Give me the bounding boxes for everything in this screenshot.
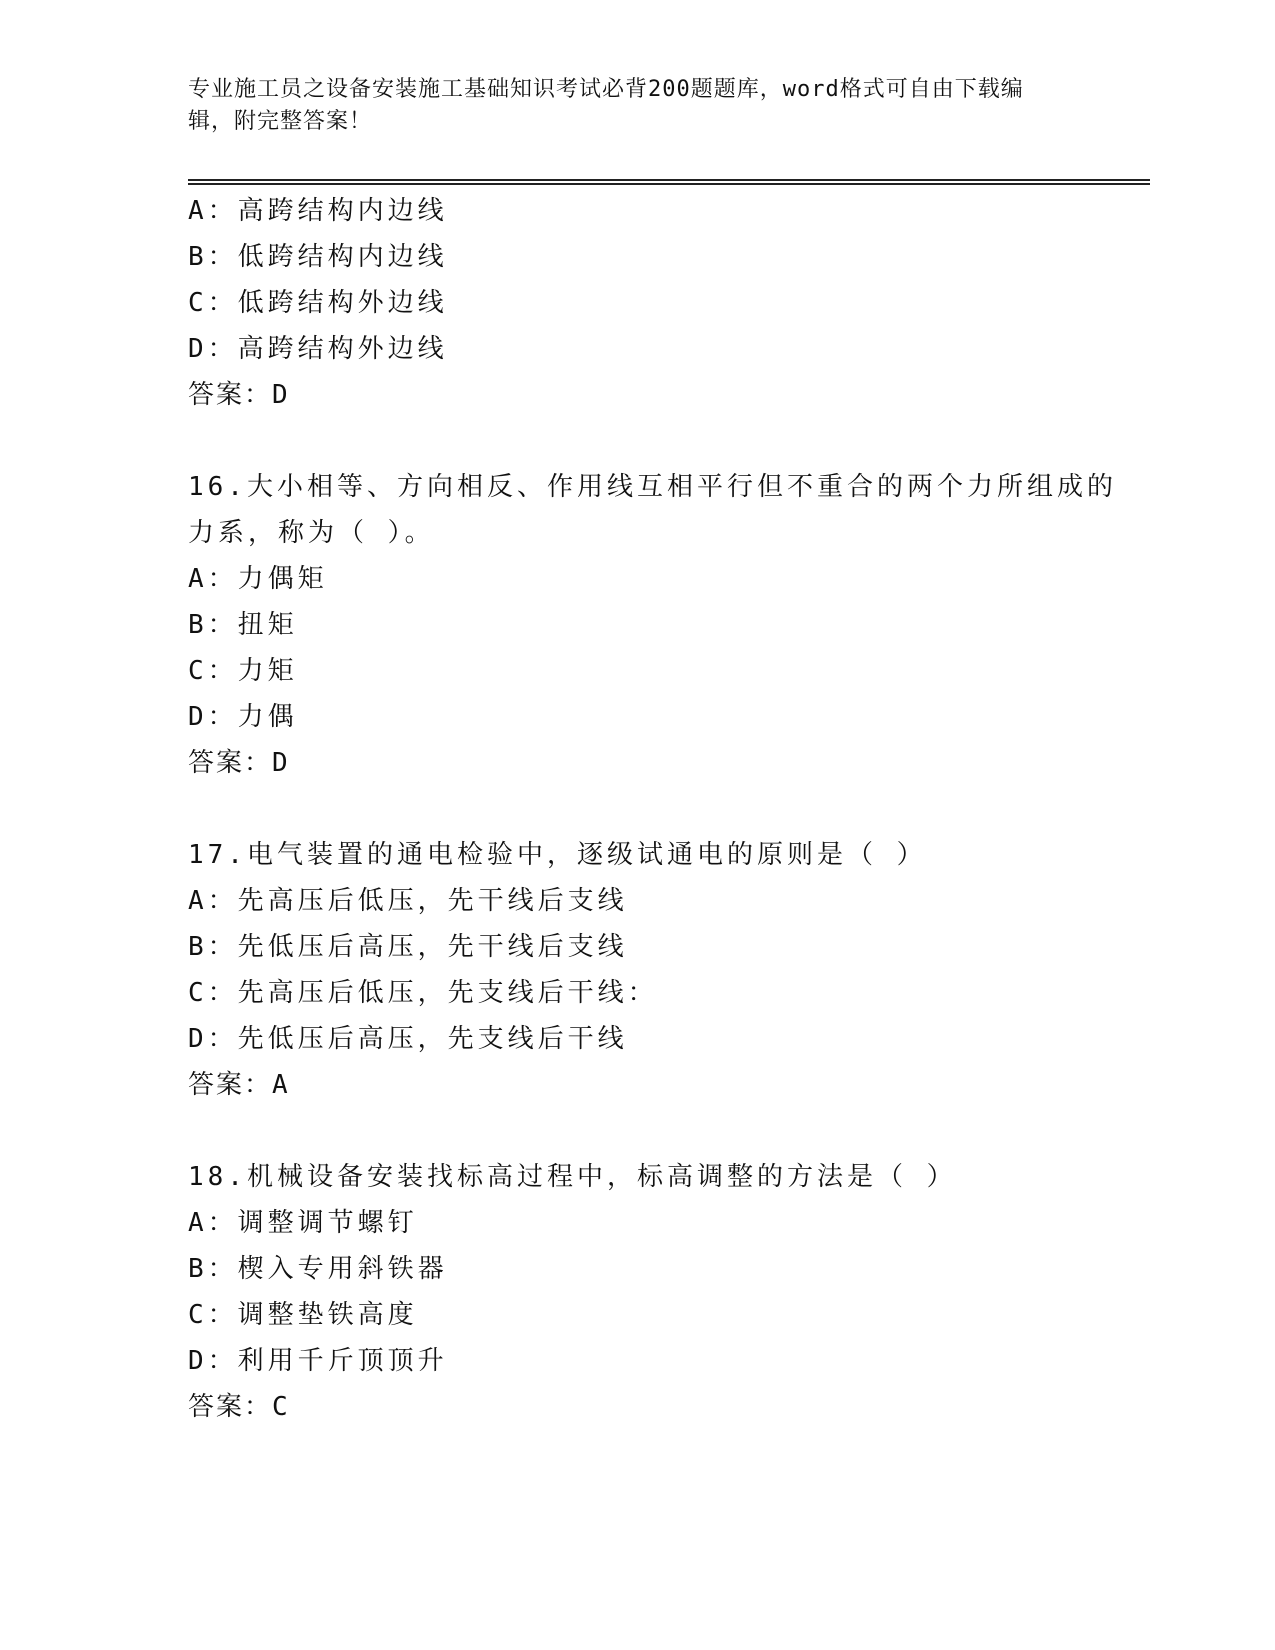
option-d: D：力偶 xyxy=(188,702,298,732)
option-b: B：先低压后高压，先干线后支线 xyxy=(188,932,628,962)
question-stem: 16.大小相等、方向相反、作用线互相平行但不重合的两个力所组成的 xyxy=(188,472,1117,502)
option-c: C：力矩 xyxy=(188,656,298,686)
option-a: A：高跨结构内边线 xyxy=(188,196,448,226)
answer: 答案：D xyxy=(188,748,290,778)
option-a: A：力偶矩 xyxy=(188,564,328,594)
option-d: D：高跨结构外边线 xyxy=(188,334,448,364)
answer: 答案：D xyxy=(188,380,290,410)
option-c: C：调整垫铁高度 xyxy=(188,1300,418,1330)
answer: 答案：C xyxy=(188,1392,290,1422)
option-a: A：先高压后低压，先干线后支线 xyxy=(188,886,628,916)
option-d: D：利用千斤顶顶升 xyxy=(188,1346,448,1376)
option-c: C：先高压后低压，先支线后干线： xyxy=(188,978,658,1008)
question-stem: 18.机械设备安装找标高过程中，标高调整的方法是（ ） xyxy=(188,1162,957,1192)
question-stem: 力系，称为（ ）。 xyxy=(188,518,435,548)
question-stem: 17.电气装置的通电检验中，逐级试通电的原则是（ ） xyxy=(188,840,927,870)
option-c: C：低跨结构外边线 xyxy=(188,288,448,318)
document-header: 专业施工员之设备安装施工基础知识考试必背200题题库，word格式可自由下载编辑，附完整答案！ xyxy=(188,77,1024,134)
header-rule-bottom xyxy=(188,183,1150,185)
header-rule-top xyxy=(188,179,1150,181)
option-a: A：调整调节螺钉 xyxy=(188,1208,418,1238)
question-content xyxy=(188,188,1117,1430)
answer: 答案：A xyxy=(188,1070,290,1100)
option-b: B：低跨结构内边线 xyxy=(188,242,448,272)
option-d: D：先低压后高压，先支线后干线 xyxy=(188,1024,628,1054)
option-b: B：楔入专用斜铁器 xyxy=(188,1254,448,1284)
option-b: B：扭矩 xyxy=(188,610,298,640)
